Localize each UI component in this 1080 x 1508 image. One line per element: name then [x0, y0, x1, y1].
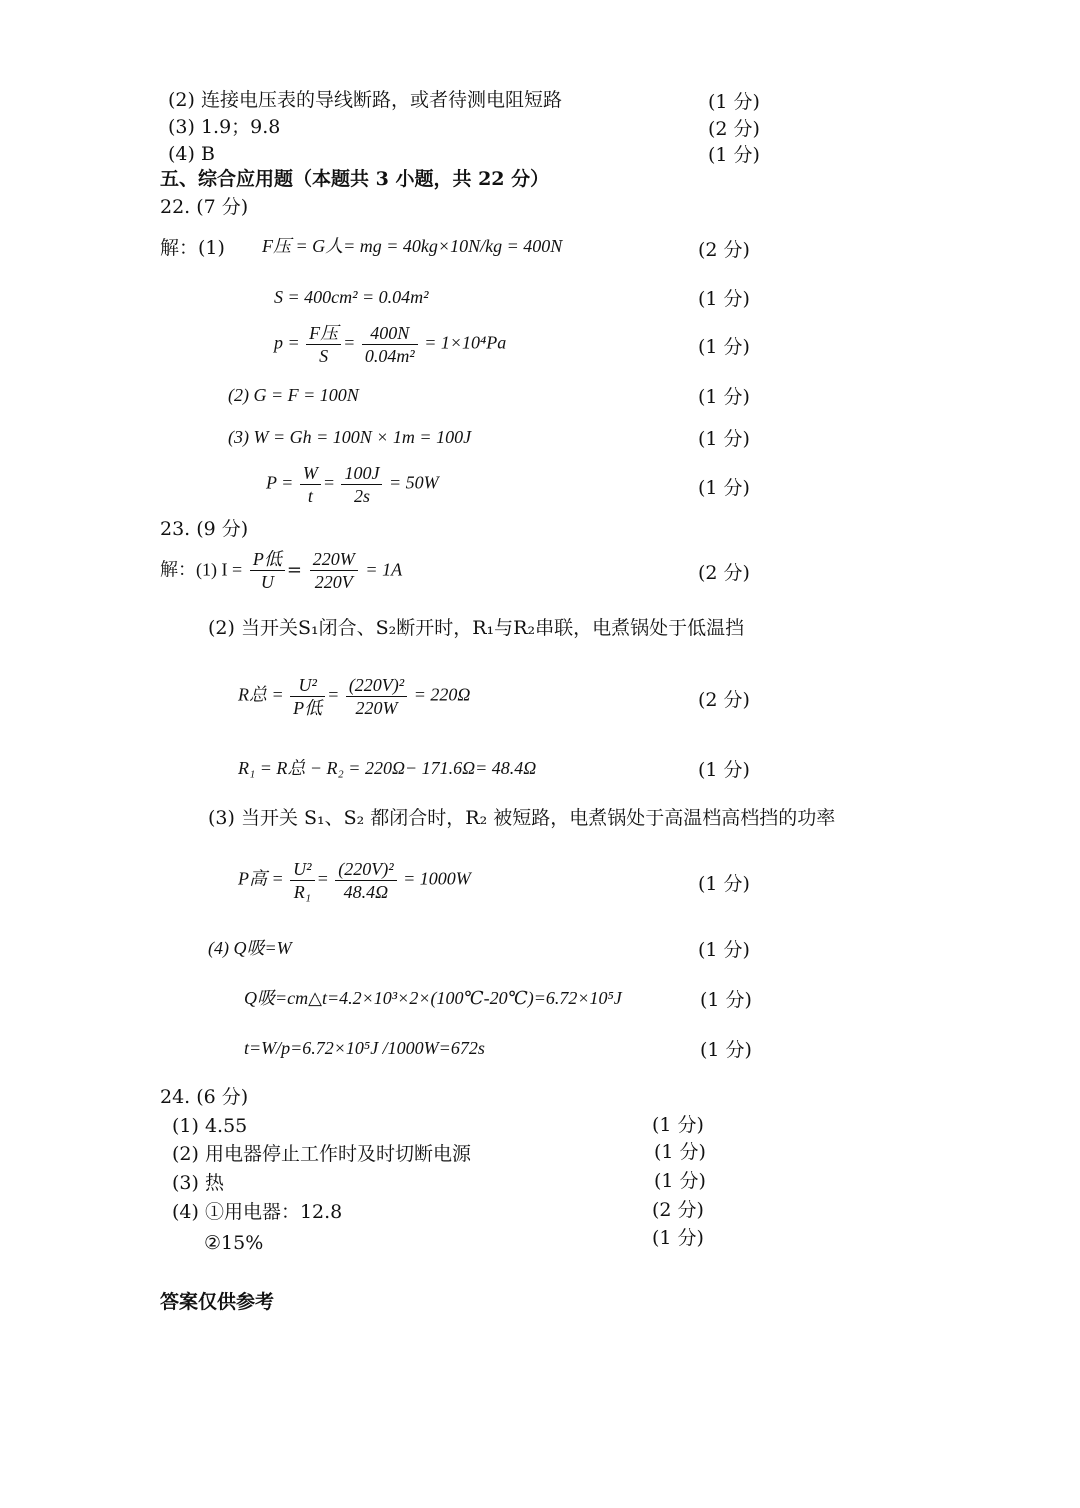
answer-line-q21-4: (4) B — [168, 143, 215, 165]
formula-heat-equals-work: (4) Q吸=W — [208, 938, 292, 958]
question-number-22: 22. (7 分) — [160, 196, 249, 218]
formula-result: = 220Ω — [413, 684, 471, 705]
question-number-23: 23. (9 分) — [160, 518, 249, 540]
explanation-high-mode: (3) 当开关 S₁、S₂ 都闭合时，R₂ 被短路，电煮锅处于高温档高档挡的功率 — [208, 807, 836, 829]
numerator: U² — [290, 858, 314, 881]
explanation-low-mode: (2) 当开关S₁闭合、S₂断开时，R₁与R₂串联，电煮锅处于低温挡 — [208, 617, 745, 639]
formula-lhs: R总 = — [238, 684, 284, 705]
answer-line-q24-1: (1) 4.55 — [172, 1115, 248, 1137]
denominator: 2s — [353, 486, 370, 506]
score-label: (1 分) — [652, 1227, 704, 1249]
formula-current: 解：(1) I = $\frac{\text{P低}}{U}$ = $\frac{220W}{220V}$ = 1A — [160, 549, 403, 592]
score-label: (1 分) — [698, 873, 750, 895]
fraction — [341, 462, 382, 507]
denominator: 220V — [314, 572, 353, 592]
numerator: W — [300, 462, 321, 485]
numerator: 400N — [362, 322, 418, 345]
fraction — [310, 548, 358, 593]
formula-result: = 1A — [365, 559, 403, 580]
numerator: (220V)² — [335, 858, 396, 881]
formula-lhs: P = — [266, 472, 294, 493]
formula-heat-absorbed: Q吸=cm△t=4.2×10³×2×(100℃-20℃)=6.72×10⁵J — [244, 988, 622, 1008]
denominator: S — [319, 346, 329, 366]
score-label: (1 分) — [652, 1114, 704, 1136]
formula-time: t=W/p=6.72×10⁵J /1000W=672s — [244, 1038, 485, 1058]
formula-lhs: p = — [274, 332, 300, 353]
formula-lhs: P高 = — [238, 868, 284, 889]
score-label: (1 分) — [698, 428, 750, 450]
answer-line-q24-4: (4) ①用电器：12.8 — [172, 1201, 343, 1223]
fraction — [290, 674, 325, 719]
score-label: (2 分) — [698, 239, 750, 261]
score-label: (1 分) — [700, 1039, 752, 1061]
denominator: R₁ — [293, 882, 311, 902]
solution-label: 解：(1) — [160, 237, 225, 259]
score-label: (1 分) — [708, 91, 760, 113]
numerator: U² — [290, 674, 325, 697]
denominator: P低 — [293, 698, 323, 718]
fraction — [362, 322, 418, 367]
formula-result: = 1000W — [403, 868, 471, 889]
formula-total-resistance: R总 = $\frac{\text{U²}}{\text{P低}}$ = $\frac{\text{(220V)²}}{220W}$ = 220Ω — [238, 675, 471, 718]
formula-result: = 50W — [388, 472, 439, 493]
solution-label: 解：(1) I = — [160, 559, 243, 580]
answer-line-q21-2: (2) 连接电压表的导线断路，或者待测电阻短路 — [168, 89, 562, 111]
formula-high-power: P高 = $\frac{\text{U²}}{\text{R₁}}$ = $\frac{\text{(220V)²}}{48.4\Omega}$ = 1000W — [238, 859, 471, 902]
numerator: P低 — [250, 548, 285, 571]
fraction — [300, 462, 321, 507]
score-label: (2 分) — [698, 689, 750, 711]
numerator: 220W — [310, 548, 358, 571]
denominator: 48.4Ω — [343, 882, 389, 902]
answer-line-q24-2: (2) 用电器停止工作时及时切断电源 — [172, 1143, 471, 1165]
score-label: (2 分) — [652, 1199, 704, 1221]
question-number-24: 24. (6 分) — [160, 1086, 249, 1108]
answer-line-q24-3: (3) 热 — [172, 1172, 224, 1194]
footer-note: 答案仅供参考 — [160, 1291, 275, 1313]
score-label: (1 分) — [698, 288, 750, 310]
formula-result: = 1×10⁴Pa — [424, 332, 507, 353]
formula-area: S = 400cm² = 0.04m² — [274, 287, 429, 307]
score-label: (2 分) — [698, 562, 750, 584]
denominator: 220W — [355, 698, 398, 718]
formula-work: (3) W = Gh = 100N × 1m = 100J — [228, 427, 472, 447]
score-label: (1 分) — [698, 336, 750, 358]
denominator: 0.04m² — [364, 346, 415, 366]
fraction — [250, 548, 285, 593]
score-label: (1 分) — [698, 939, 750, 961]
fraction — [290, 858, 314, 903]
formula-pressure-force: F压 = G人= mg = 40kg×10N/kg = 400N — [262, 236, 563, 256]
numerator: F压 — [306, 322, 341, 345]
denominator: U — [260, 572, 274, 592]
score-label: (1 分) — [698, 759, 750, 781]
numerator: 100J — [341, 462, 382, 485]
formula-gravity: (2) G = F = 100N — [228, 385, 359, 405]
score-label: (2 分) — [708, 118, 760, 140]
denominator: t — [307, 486, 313, 506]
score-label: (1 分) — [698, 386, 750, 408]
numerator: (220V)² — [346, 674, 407, 697]
section-heading: 五、综合应用题（本题共 3 小题，共 22 分） — [160, 168, 550, 190]
score-label: (1 分) — [654, 1141, 706, 1163]
answer-line-q21-3: (3) 1.9；9.8 — [168, 116, 281, 138]
score-label: (1 分) — [698, 477, 750, 499]
fraction — [346, 674, 407, 719]
fraction — [335, 858, 396, 903]
answer-line-q24-4b: ②15% — [204, 1232, 264, 1254]
score-label: (1 分) — [708, 144, 760, 166]
fraction — [306, 322, 341, 367]
formula-r1: R₁ = R总 − R₂ = 220Ω− 171.6Ω= 48.4Ω — [238, 758, 537, 778]
score-label: (1 分) — [700, 989, 752, 1011]
formula-power: P = $\frac{W}{t}$ = $\frac{100J}{2s}$ = 50W — [266, 463, 439, 506]
score-label: (1 分) — [654, 1170, 706, 1192]
formula-pressure: p = $\frac{\text{F压}}{S}$ = $\frac{400N}{\text{0.04m²}}$ = 1×10⁴Pa — [274, 323, 507, 366]
